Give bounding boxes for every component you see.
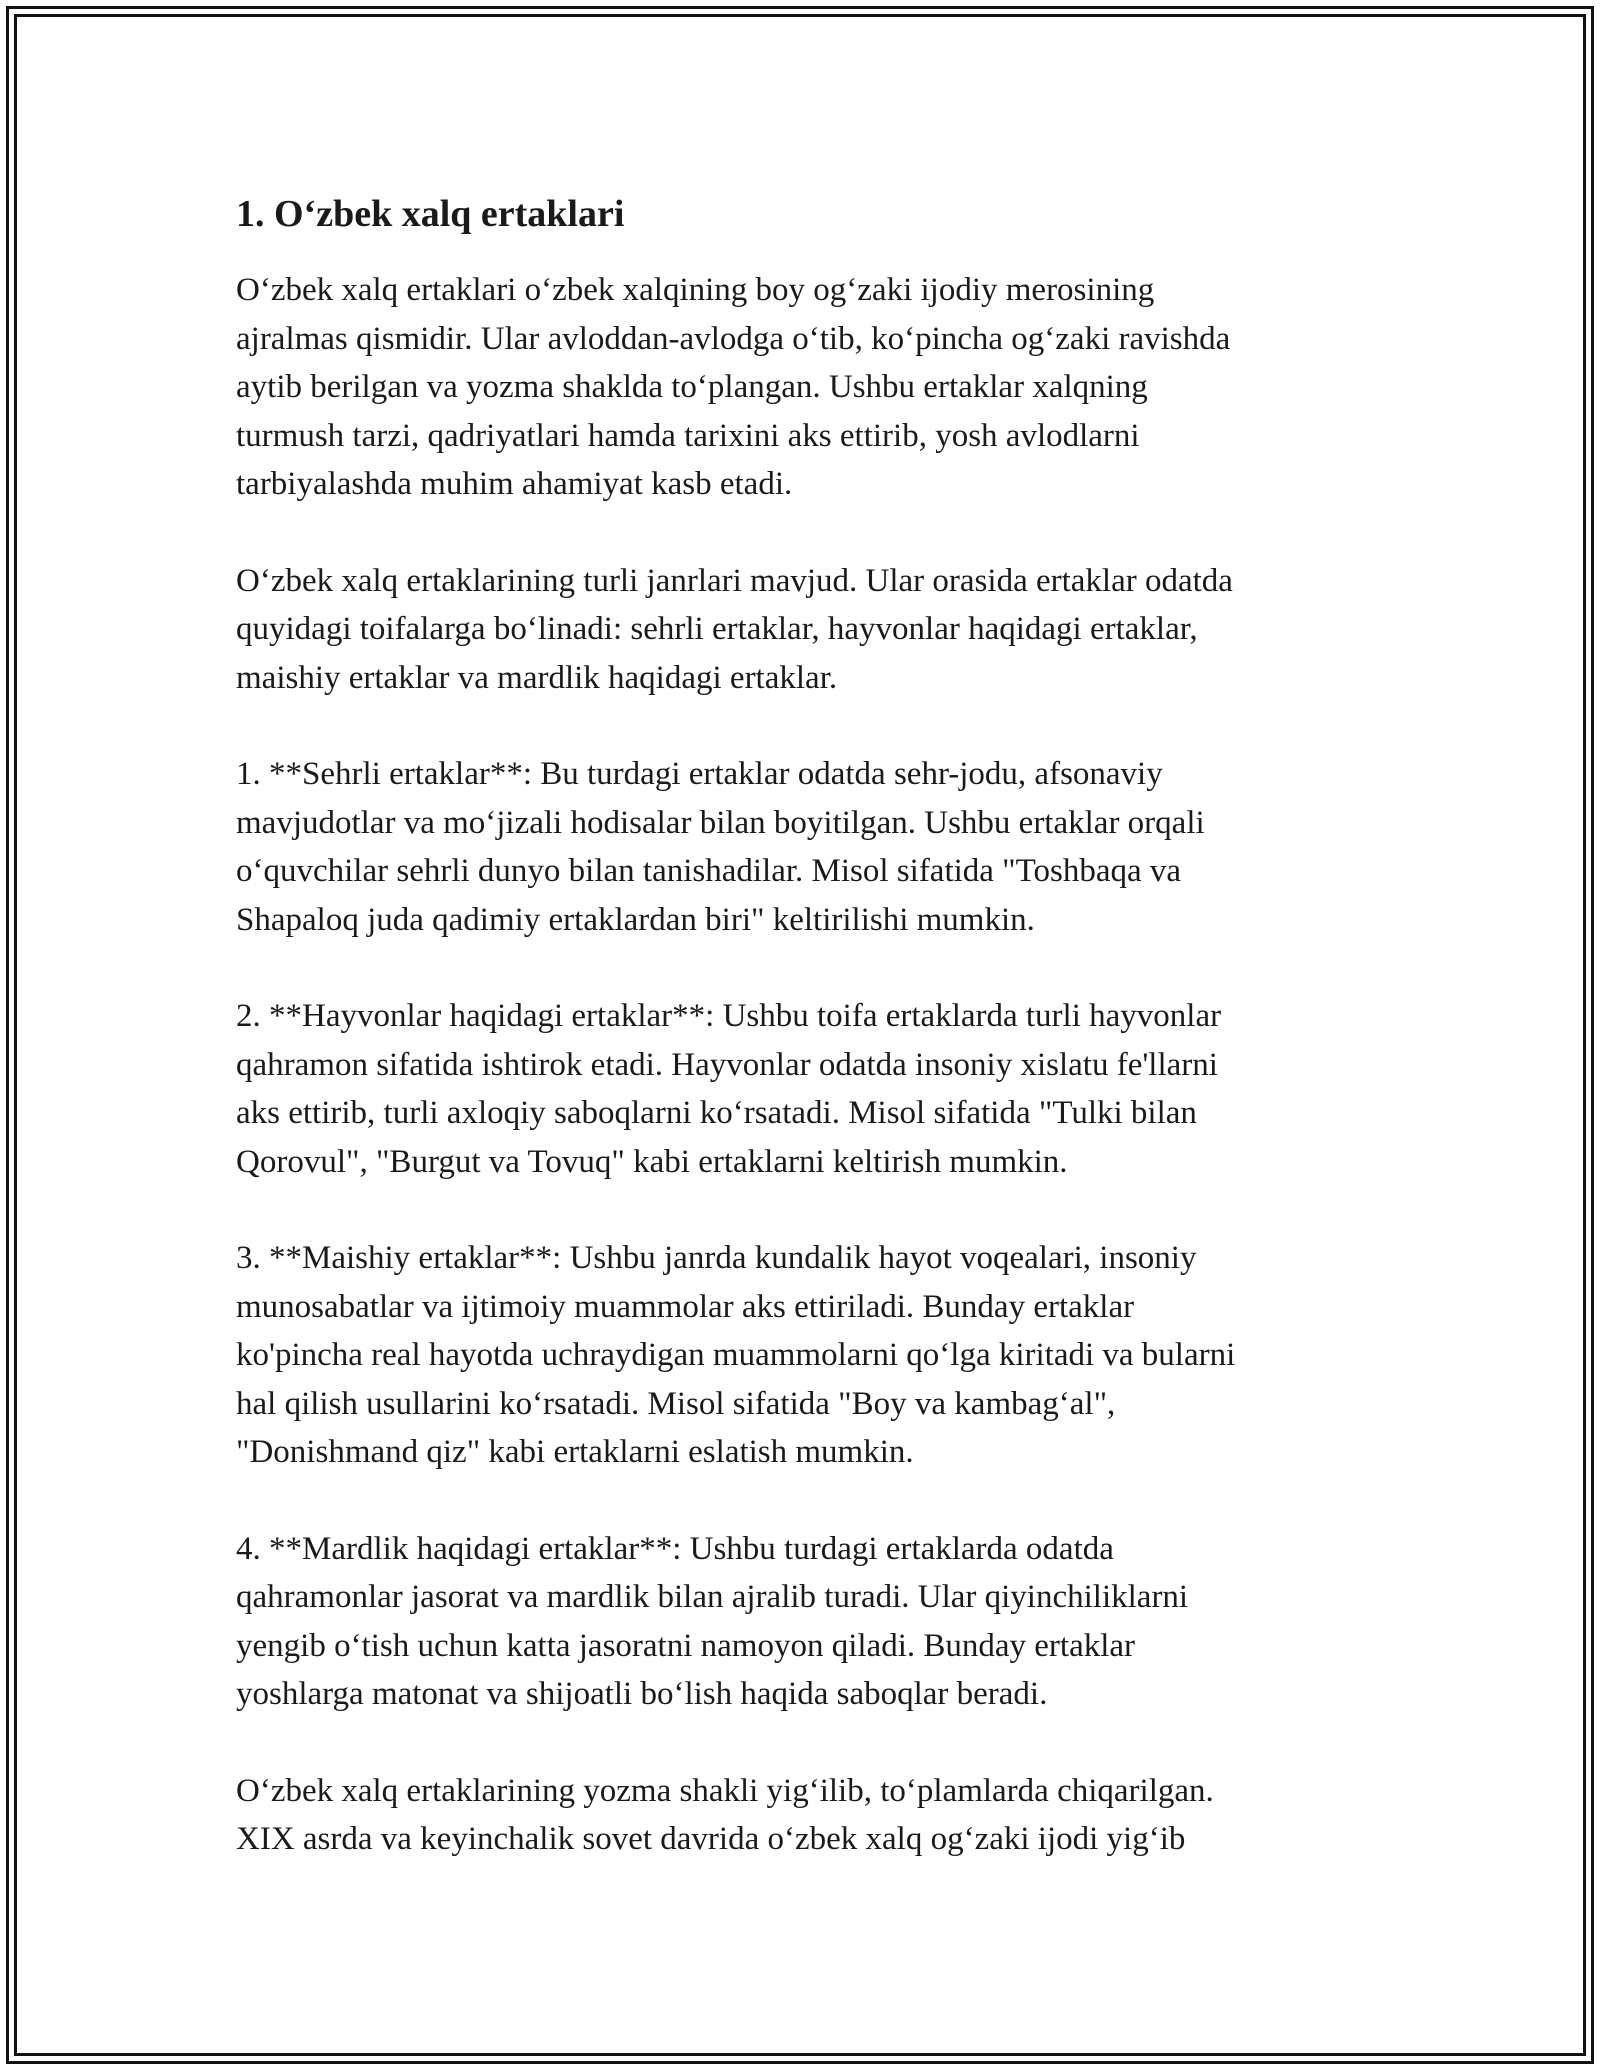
text-line: quyidagi toifalarga bo‘linadi: sehrli ertaklar, hayvonlar haqidagi ertaklar, bbox=[236, 611, 1198, 647]
paragraph-heroic-tales bbox=[236, 1525, 1368, 1719]
text-line: hal qilish usullarini ko‘rsatadi. Misol sifatida "Boy va kambag‘al", bbox=[236, 1385, 1116, 1422]
paragraph-written-collections bbox=[236, 1767, 1368, 1864]
document-body bbox=[236, 190, 1368, 1912]
text-line: mavjudotlar va mo‘jizali hodisalar bilan boyitilgan. Ushbu ertaklar orqali bbox=[236, 804, 1205, 841]
section-heading: 1. O‘zbek xalq ertaklari bbox=[236, 193, 625, 235]
text-line: 2. **Hayvonlar haqidagi ertaklar**: Ushbu toifa ertaklarda turli hayvonlar bbox=[236, 998, 1222, 1034]
paragraph-magic-tales bbox=[236, 750, 1368, 944]
text-line: "Donishmand qiz" kabi ertaklarni eslatish mumkin. bbox=[236, 1434, 914, 1470]
text-line: 1. **Sehrli ertaklar**: Bu turdagi ertaklar odatda sehr-jodu, afsonaviy bbox=[236, 756, 1163, 792]
text-line: O‘zbek xalq ertaklarining turli janrlari mavjud. Ular orasida ertaklar odatda bbox=[236, 562, 1233, 599]
text-line: 3. **Maishiy ertaklar**: Ushbu janrda kundalik hayot voqealari, insoniy bbox=[236, 1240, 1197, 1276]
text-line: munosabatlar va ijtimoiy muammolar aks ettiriladi. Bunday ertaklar bbox=[236, 1288, 1135, 1325]
text-line: qahramon sifatida ishtirok etadi. Hayvonlar odatda insoniy xislatu fe'llarni bbox=[236, 1046, 1218, 1083]
paragraph-household-tales bbox=[236, 1234, 1368, 1477]
text-line: qahramonlar jasorat va mardlik bilan ajralib turadi. Ular qiyinchiliklarni bbox=[236, 1579, 1189, 1615]
text-line: 4. **Mardlik haqidagi ertaklar**: Ushbu turdagi ertaklarda odatda bbox=[236, 1530, 1114, 1567]
text-line: tarbiyalashda muhim ahamiyat kasb etadi. bbox=[236, 466, 793, 502]
text-line: aks ettirib, turli axloqiy saboqlarni ko‘rsatadi. Misol sifatida "Tulki bilan bbox=[236, 1095, 1197, 1131]
text-line: Qorovul", "Burgut va Tovuq" kabi ertaklarni keltirish mumkin. bbox=[236, 1143, 1068, 1180]
text-line: Shapaloq juda qadimiy ertaklardan biri" keltirilishi mumkin. bbox=[236, 901, 1035, 938]
text-line: XIX asrda va keyinchalik sovet davrida o‘zbek xalq og‘zaki ijodi yig‘ib bbox=[236, 1821, 1186, 1857]
text-line: O‘zbek xalq ertaklarining yozma shakli yig‘ilib, to‘plamlarda chiqarilgan. bbox=[236, 1772, 1214, 1809]
paragraph-genres bbox=[236, 557, 1368, 703]
text-line: o‘quvchilar sehrli dunyo bilan tanishadilar. Misol sifatida "Toshbaqa va bbox=[236, 853, 1182, 889]
paragraph-intro bbox=[236, 266, 1368, 509]
text-line: yengib o‘tish uchun katta jasoratni namoyon qiladi. Bunday ertaklar bbox=[236, 1627, 1136, 1664]
text-line: turmush tarzi, qadriyatlari hamda tarixini aks ettirib, yosh avlodlarni bbox=[236, 417, 1140, 454]
text-line: aytib berilgan va yozma shaklda to‘plangan. Ushbu ertaklar xalqning bbox=[236, 369, 1148, 405]
text-line: ko'pincha real hayotda uchraydigan muammolarni qo‘lga kiritadi va bularni bbox=[236, 1337, 1236, 1373]
paragraph-animal-tales bbox=[236, 992, 1368, 1186]
text-line: O‘zbek xalq ertaklari o‘zbek xalqining boy og‘zaki ijodiy merosining bbox=[236, 272, 1155, 308]
text-line: yoshlarga matonat va shijoatli bo‘lish haqida saboqlar beradi. bbox=[236, 1676, 1048, 1712]
text-line: ajralmas qismidir. Ular avloddan-avlodga o‘tib, ko‘pincha og‘zaki ravishda bbox=[236, 320, 1231, 357]
text-line: maishiy ertaklar va mardlik haqidagi ertaklar. bbox=[236, 659, 838, 696]
